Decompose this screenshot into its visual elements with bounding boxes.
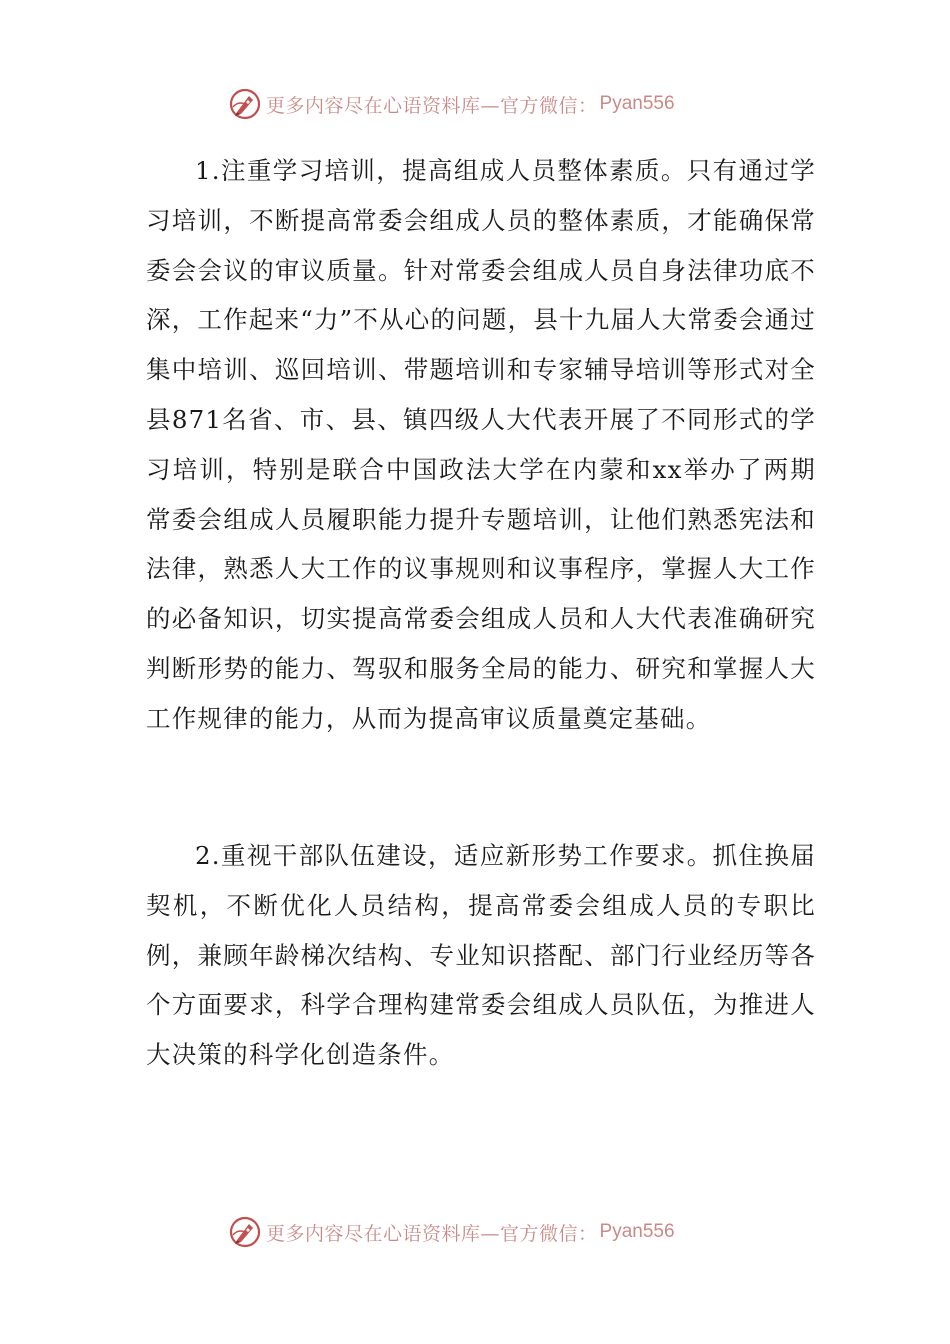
- paragraph-2: 2.重视干部队伍建设，适应新形势工作要求。抓住换届契机，不断优化人员结构，提高常委会组成人员的专职比例，兼顾年龄梯次结构、专业知识搭配、部门行业经历等各个方面要求，科学合理构建常委会组成人员队伍，为推进人大决策的科学化创造条件。: [146, 841, 816, 1070]
- footer-watermark: [228, 1212, 748, 1252]
- watermark-text: 更多内容尽在心语资料库—官方微信：: [266, 1222, 598, 1245]
- watermark-wechat-id: Pyan556: [599, 1221, 675, 1242]
- header-watermark: [228, 84, 748, 124]
- pen-nib-icon: [228, 1215, 262, 1249]
- pen-nib-icon: [228, 87, 262, 121]
- watermark-text: 更多内容尽在心语资料库—官方微信：: [266, 94, 598, 117]
- paragraph-1: 1.注重学习培训，提高组成人员整体素质。只有通过学习培训，不断提高常委会组成人员的整体素质，才能确保常委会会议的审议质量。针对常委会组成人员自身法律功底不深，工作起来“力”不从心的问题，县十九届人大常委会通过集中培训、巡回培训、带题培训和专家辅导培训等形式对全县871名省、市、县、镇四级人大代表开展了不同形式的学习培训，特别是联合中国政法大学在内蒙和xx举办了两期常委会组成人员履职能力提升专题培训，让他们熟悉宪法和法律，熟悉人大工作的议事规则和议事程序，掌握人大工作的必备知识，切实提高常委会组成人员和人大代表准确研究判断形势的能力、驾驭和服务全局的能力、研究和掌握人大工作规律的能力，从而为提高审议质量奠定基础。: [146, 156, 816, 733]
- watermark-wechat-id: Pyan556: [599, 93, 675, 114]
